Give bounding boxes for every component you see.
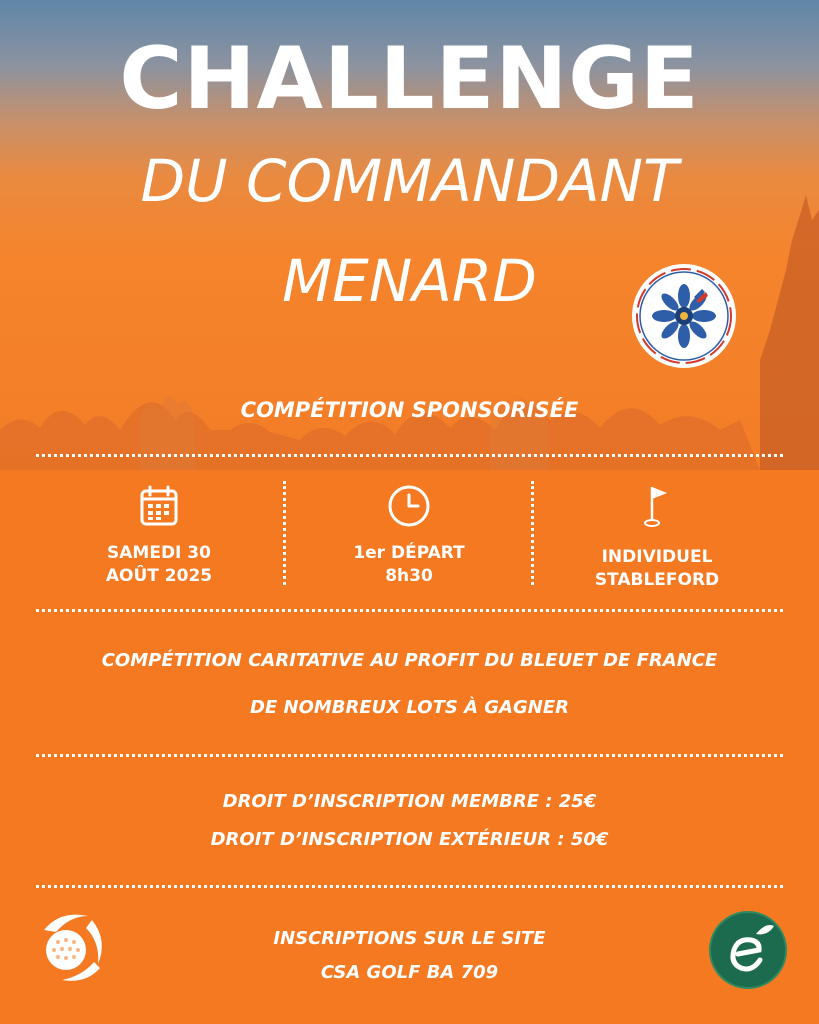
dotted-divider (36, 754, 783, 757)
registration-line-2: CSA GOLF BA 709 (320, 962, 499, 983)
member-fee: DROIT D’INSCRIPTION MEMBRE : 25€ (222, 791, 597, 812)
bleuet-de-france-logo (630, 262, 738, 370)
external-fee: DROIT D’INSCRIPTION EXTÉRIEUR : 50€ (210, 829, 609, 850)
dotted-divider (36, 609, 783, 612)
title-challenge: CHALLENGE (119, 29, 700, 129)
golf-ball-logo (30, 906, 108, 984)
format-line-1: INDIVIDUEL (601, 547, 713, 567)
dotted-divider (36, 885, 783, 888)
prizes-text: DE NOMBREUX LOTS À GAGNER (250, 697, 569, 718)
format-line-2: STABLEFORD (594, 570, 720, 590)
registration-line-1: INSCRIPTIONS SUR LE SITE (273, 928, 546, 949)
title-menard: MENARD (282, 247, 537, 315)
dotted-divider (36, 454, 783, 457)
csa-golf-logo (708, 910, 788, 990)
golf-flag-icon (534, 484, 780, 528)
title-du-commandant: DU COMMANDANT (140, 147, 679, 215)
sponsored-competition-label: COMPÉTITION SPONSORISÉE (240, 398, 579, 422)
start-line-1: 1er DÉPART (353, 543, 465, 563)
calendar-icon (36, 484, 282, 528)
date-line-2: AOÛT 2025 (105, 566, 213, 586)
start-line-2: 8h30 (385, 566, 433, 586)
format-info (534, 484, 780, 592)
clock-icon (286, 484, 532, 528)
date-info (36, 484, 282, 588)
charity-text: COMPÉTITION CARITATIVE AU PROFIT DU BLEUET DE FRANCE (101, 650, 718, 671)
start-time-info (286, 484, 532, 588)
date-line-1: SAMEDI 30 (107, 543, 211, 563)
